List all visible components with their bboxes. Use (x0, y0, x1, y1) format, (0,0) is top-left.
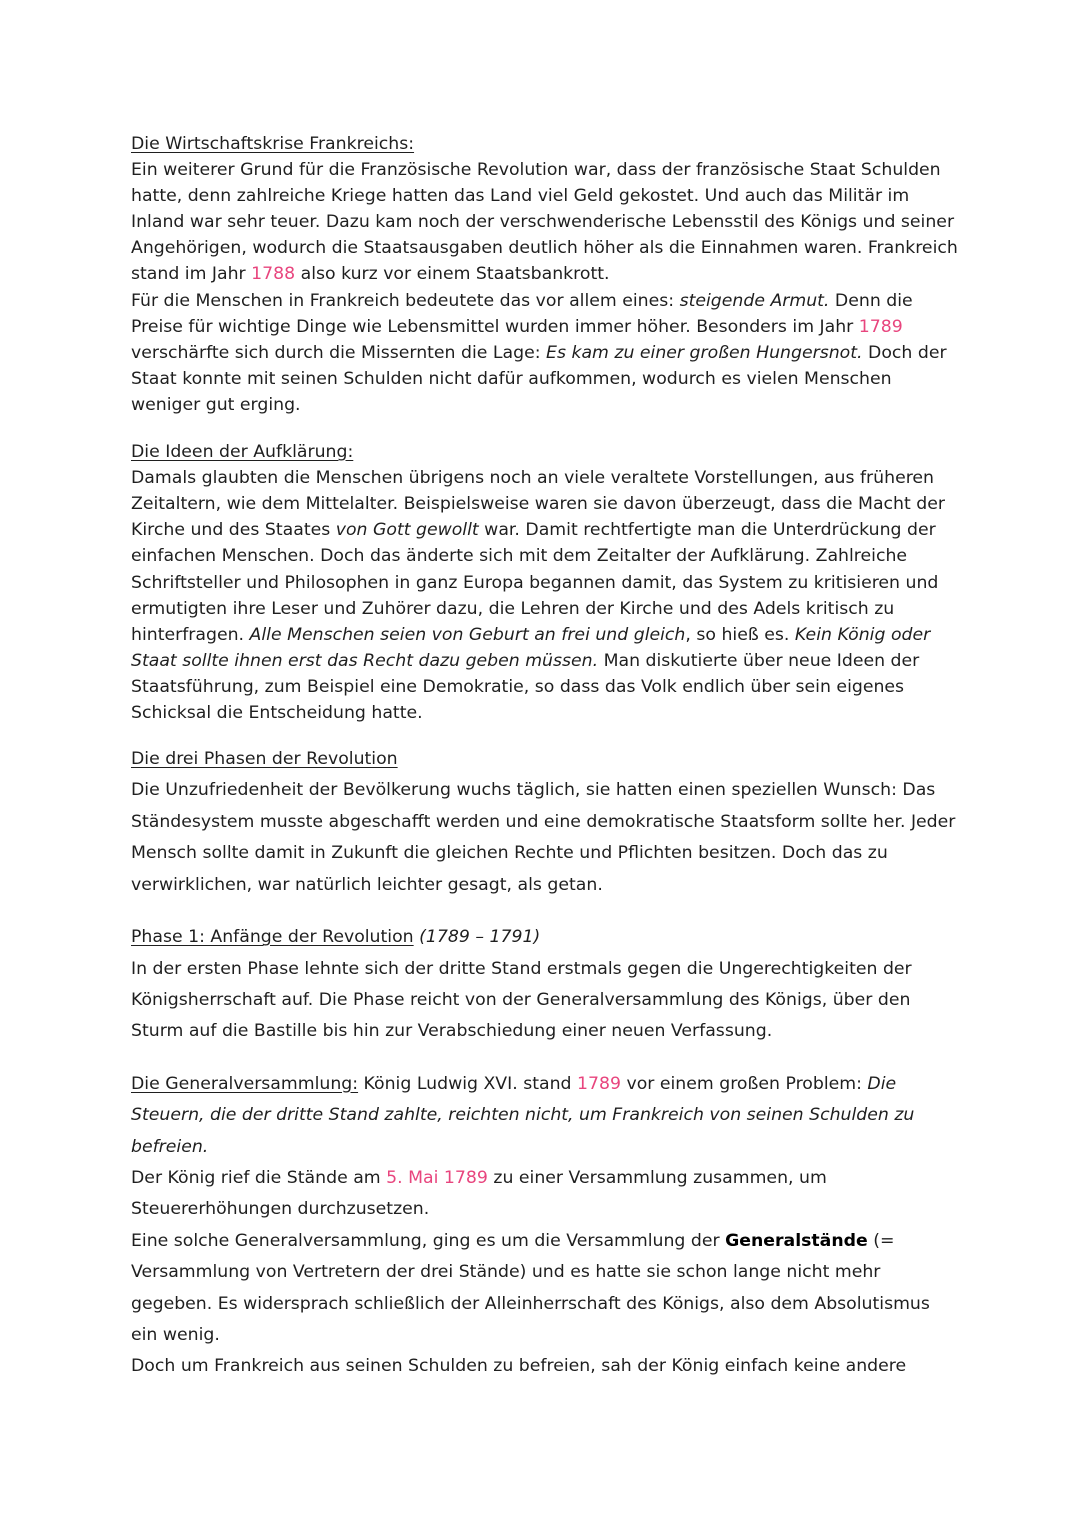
section-generalversammlung (131, 1069, 961, 1383)
section-heading: Die drei Phasen der Revolution (131, 749, 398, 770)
section-heading: Phase 1: Anfänge der Revolution (131, 927, 414, 948)
bold-term: Generalstände (725, 1230, 868, 1251)
section-wirtschaftskrise (131, 131, 961, 418)
section-heading: Die Ideen der Aufklärung: (131, 442, 354, 463)
paragraph: Die Unzufriedenheit der Bevölkerung wuchs täglich, sie hatten einen speziellen Wunsch: Das Ständesystem musste abgeschafft werden und eine demokratische Staatsform sollte her. Jeder Mensch sollte damit in Zukunft die gleichen Rechte und Pflichten besitzen. Doch das zu verwirklichen, war natürlich leichter gesagt, als getan. (131, 780, 956, 895)
paragraph: In der ersten Phase lehnte sich der dritte Stand erstmals gegen die Ungerechtigkeiten der Königsherrschaft auf. Die Phase reicht von der Generalversammlung des Königs, über den Sturm auf die Bastille bis hin zur Verabschiedung einer neuen Verfassung. (131, 958, 912, 1042)
paragraph: Der König rief die Stände am 5. Mai 1789 zu einer Versammlung zusammen, um Steuererhöhungen durchzusetzen. (131, 1167, 827, 1220)
section-phase-1 (131, 922, 961, 1048)
section-heading: Die Wirtschaftskrise Frankreichs: (131, 134, 415, 154)
paragraph: Die Generalversammlung: König Ludwig XVI. stand 1789 vor einem großen Problem: Die Steuern, die der dritte Stand zahlte, reichten nicht, um Frankreich von seinen Schulden zu befreien. (131, 1073, 915, 1157)
paragraph: Doch um Frankreich aus seinen Schulden zu befreien, sah der König einfach keine andere (131, 1356, 907, 1377)
highlighted-year: 1789 (858, 316, 903, 337)
paragraph: Ein weiterer Grund für die Französische Revolution war, dass der französische Staat Schulden hatte, denn zahlreiche Kriege hatten das Land viel Geld gekostet. Und auch das Militär im Inland war sehr teuer. Dazu kam noch der verschwenderische Lebensstil des Königs und seiner Angehörigen, wodurch die Staatsausgaben deutlich höher als die Einnahmen waren. Frankreich stand im Jahr 1788 also kurz vor einem Staatsbankrott. (131, 160, 958, 285)
paragraph: Damals glaubten die Menschen übrigens noch an viele veraltete Vorstellungen, aus früheren Zeitaltern, wie dem Mittelalter. Beispielsweise waren sie davon überzeugt, dass die Macht der Kirche und des Staates von Gott gewollt war. Damit rechtfertigte man die Unterdrückung der einfachen Menschen. Doch das änderte sich mit dem Zeitalter der Aufklärung. Zahlreiche Schriftsteller und Philosophen in ganz Europa begannen damit, das System zu kritisieren und ermutigten ihre Leser und Zuhörer dazu, die Lehren der Kirche und des Adels kritisch zu hinterfragen. Alle Menschen seien von Geburt an frei und gleich, so hieß es. Kein König oder Staat sollte ihnen erst das Recht dazu geben müssen. Man diskutierte über neue Ideen der Staatsführung, zum Beispiel eine Demokratie, so dass das Volk endlich über sein eigenes Schicksal die Entscheidung hatte. (131, 468, 945, 723)
section-aufklaerung (131, 439, 961, 726)
paragraph: Für die Menschen in Frankreich bedeutete das vor allem eines: steigende Armut. Denn die Preise für wichtige Dinge wie Lebensmittel wurden immer höher. Besonders im Jahr 1789 verschärfte sich durch die Missernten die Lage: Es kam zu einer großen Hungersnot. Doch der Staat konnte mit seinen Schulden nicht dafür aufkommen, wodurch es vielen Menschen weniger gut erging. (131, 290, 947, 415)
document-page (131, 131, 961, 1383)
heading-years: (1789 – 1791) (413, 927, 541, 948)
highlighted-date: 5. Mai 1789 (386, 1167, 488, 1188)
section-heading: Die Generalversammlung: (131, 1073, 359, 1094)
highlighted-year: 1789 (577, 1073, 621, 1094)
section-drei-phasen (131, 744, 961, 901)
paragraph: Eine solche Generalversammlung, ging es um die Versammlung der Generalstände (= Versammlung von Vertretern der drei Stände) und es hatte sie schon lange nicht mehr gegeben. Es widersprach schließlich der Alleinherrschaft des Königs, also dem Absolutismus ein wenig. (131, 1230, 930, 1345)
highlighted-year: 1788 (251, 264, 296, 285)
